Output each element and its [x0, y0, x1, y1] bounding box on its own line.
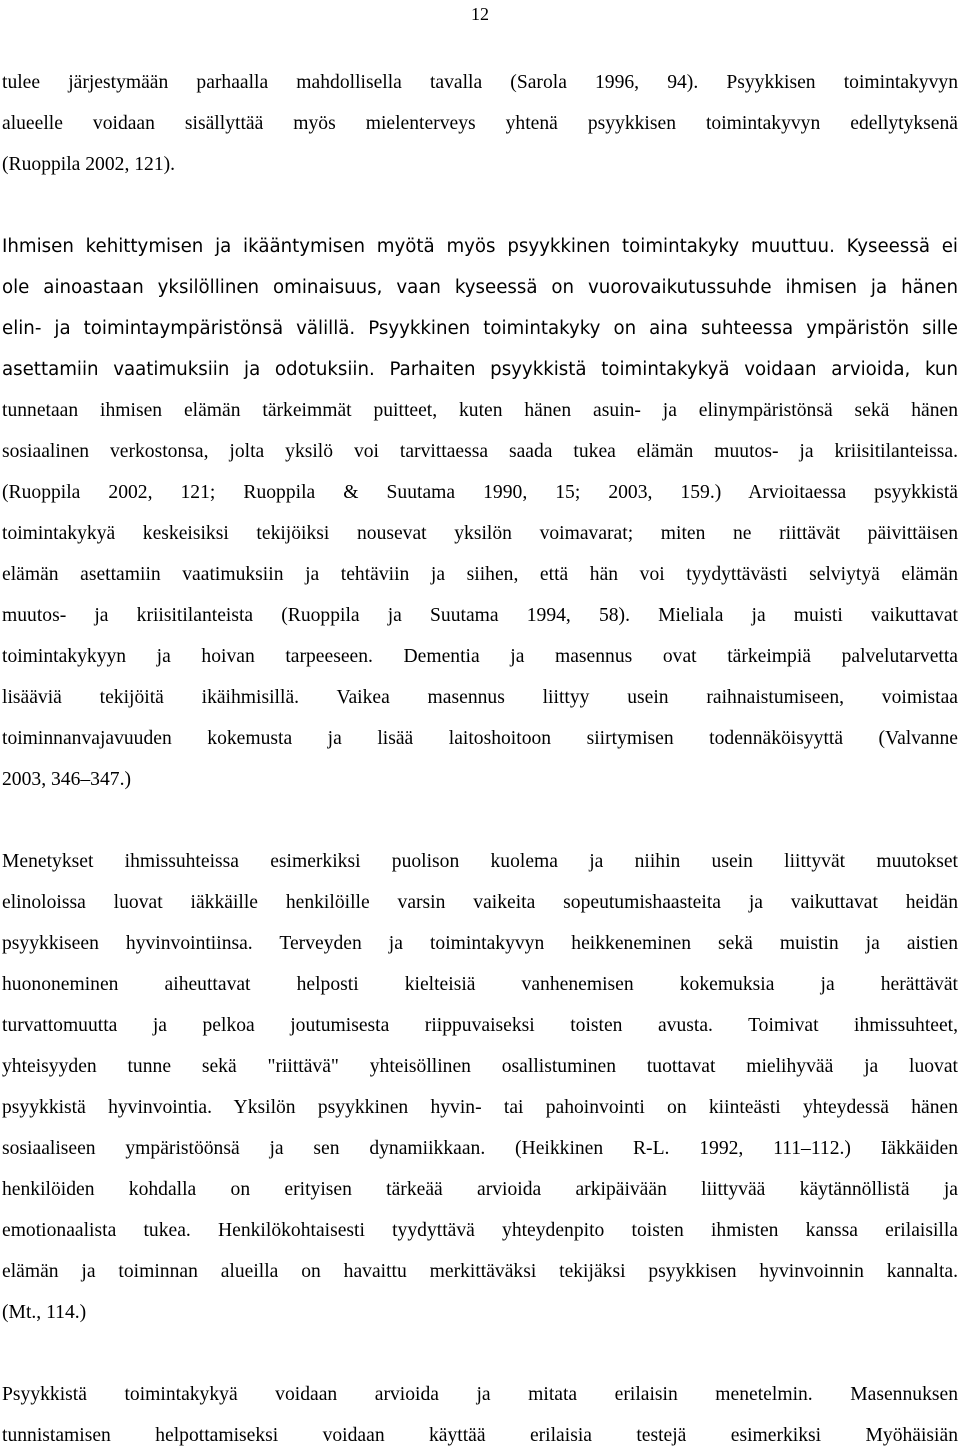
text-line: Menetykset ihmissuhteissa esimerkiksi puolison kuolema ja niihin usein liittyvät muutokset [2, 851, 958, 872]
paragraph-4 [2, 1374, 958, 1456]
text-line: elämän ja toiminnan alueilla on havaittu merkittäväksi tekijäksi psyykkisen hyvinvoinnin kannalta. [2, 1261, 958, 1282]
text-line: tunnetaan ihmisen elämän tärkeimmät puitteet, kuten hänen asuin- ja elinympäristönsä sekä hänen [2, 400, 958, 421]
text-line: Psyykkistä toimintakykyä voidaan arvioida ja mitata erilaisin menetelmin. Masennuksen [2, 1384, 958, 1405]
text-line: (Ruoppila 2002, 121). [2, 154, 176, 175]
paragraph-gap [2, 185, 958, 226]
text-line: toimintakykyyn ja hoivan tarpeeseen. Dementia ja masennus ovat tärkeimpiä palvelutarvetta [2, 646, 958, 667]
text-line: huononeminen aiheuttavat helposti kielteisiä vanhenemisen kokemuksia ja herättävät [2, 974, 958, 995]
text-line: tunnistamisen helpottamiseksi voidaan käyttää erilaisia testejä esimerkiksi Myöhäisiän [2, 1425, 958, 1446]
text-line: lisääviä tekijöitä ikäihmisillä. Vaikea masennus liittyy usein raihnaistumiseen, voimistaa [2, 687, 958, 708]
paragraph-1 [2, 62, 958, 185]
text-line: sosiaalinen verkostonsa, jolta yksilö voi tarvittaessa saada tukea elämän muutos- ja kriisitilanteissa. [2, 441, 958, 462]
text-line: sosiaaliseen ympäristöönsä ja sen dynamiikkaan. (Heikkinen R-L. 1992, 111–112.) Iäkkäiden [2, 1138, 958, 1159]
paragraph-gap [2, 800, 958, 841]
text-line: Ihmisen kehittymisen ja ikääntymisen myötä myös psyykkinen toimintakyky muuttuu. Kyseessä ei [2, 236, 958, 257]
document-body [2, 62, 958, 1456]
text-line: (Ruoppila 2002, 121; Ruoppila & Suutama 1990, 15; 2003, 159.) Arvioitaessa psyykkistä [2, 482, 958, 503]
text-line: toiminnanvajavuuden kokemusta ja lisää laitoshoitoon siirtymisen todennäköisyyttä (Valvanne [2, 728, 958, 749]
text-line: muutos- ja kriisitilanteista (Ruoppila ja Suutama 1994, 58). Mieliala ja muisti vaikuttavat [2, 605, 958, 626]
text-line: emotionaalista tukea. Henkilökohtaisesti tyydyttävä yhteydenpito toisten ihmisten kanssa erilaisilla [2, 1220, 958, 1241]
text-line: elin- ja toimintaympäristönsä välillä. Psyykkinen toimintakyky on aina suhteessa ympäristön sille [2, 318, 958, 339]
text-line: alueelle voidaan sisällyttää myös mielenterveys yhtenä psyykkisen toimintakyvyn edellytyksenä [2, 113, 958, 134]
text-line: asettamiin vaatimuksiin ja odotuksiin. Parhaiten psyykkistä toimintakykyä voidaan arvioida, kun [2, 359, 958, 380]
text-line: psyykkistä hyvinvointia. Yksilön psyykkinen hyvin- tai pahoinvointi on kiinteästi yhteydessä hänen [2, 1097, 958, 1118]
text-line: 2003, 346–347.) [2, 769, 131, 790]
text-line: yhteisyyden tunne sekä "riittävä" yhteisöllinen osallistuminen tuottavat mielihyvää ja luovat [2, 1056, 958, 1077]
text-line: elämän asettamiin vaatimuksiin ja tehtäviin ja siihen, että hän voi tyydyttävästi selviytyä elämän [2, 564, 958, 585]
paragraph-gap [2, 1333, 958, 1374]
paragraph-2 [2, 226, 958, 800]
page-number: 12 [471, 4, 489, 24]
text-line: psyykkiseen hyvinvointiinsa. Terveyden ja toimintakyvyn heikkeneminen sekä muistin ja aistien [2, 933, 958, 954]
text-line: turvattomuutta ja pelkoa joutumisesta riippuvaiseksi toisten avusta. Toimivat ihmissuhteet, [2, 1015, 958, 1036]
text-line: henkilöiden kohdalla on erityisen tärkeää arvioida arkipäivään liittyvää käytännöllistä ja [2, 1179, 958, 1200]
paragraph-3 [2, 841, 958, 1333]
text-line: ole ainoastaan yksilöllinen ominaisuus, vaan kyseessä on vuorovaikutussuhde ihmisen ja hänen [2, 277, 958, 298]
text-line: toimintakykyä keskeisiksi tekijöiksi nousevat yksilön voimavarat; miten ne riittävät päivittäisen [2, 523, 958, 544]
text-line: elinoloissa luovat iäkkäille henkilöille varsin vaikeita sopeutumishaasteita ja vaikuttavat heidän [2, 892, 958, 913]
text-line: (Mt., 114.) [2, 1302, 87, 1323]
text-line: tulee järjestymään parhaalla mahdollisella tavalla (Sarola 1996, 94). Psyykkisen toimintakyvyn [2, 72, 958, 93]
